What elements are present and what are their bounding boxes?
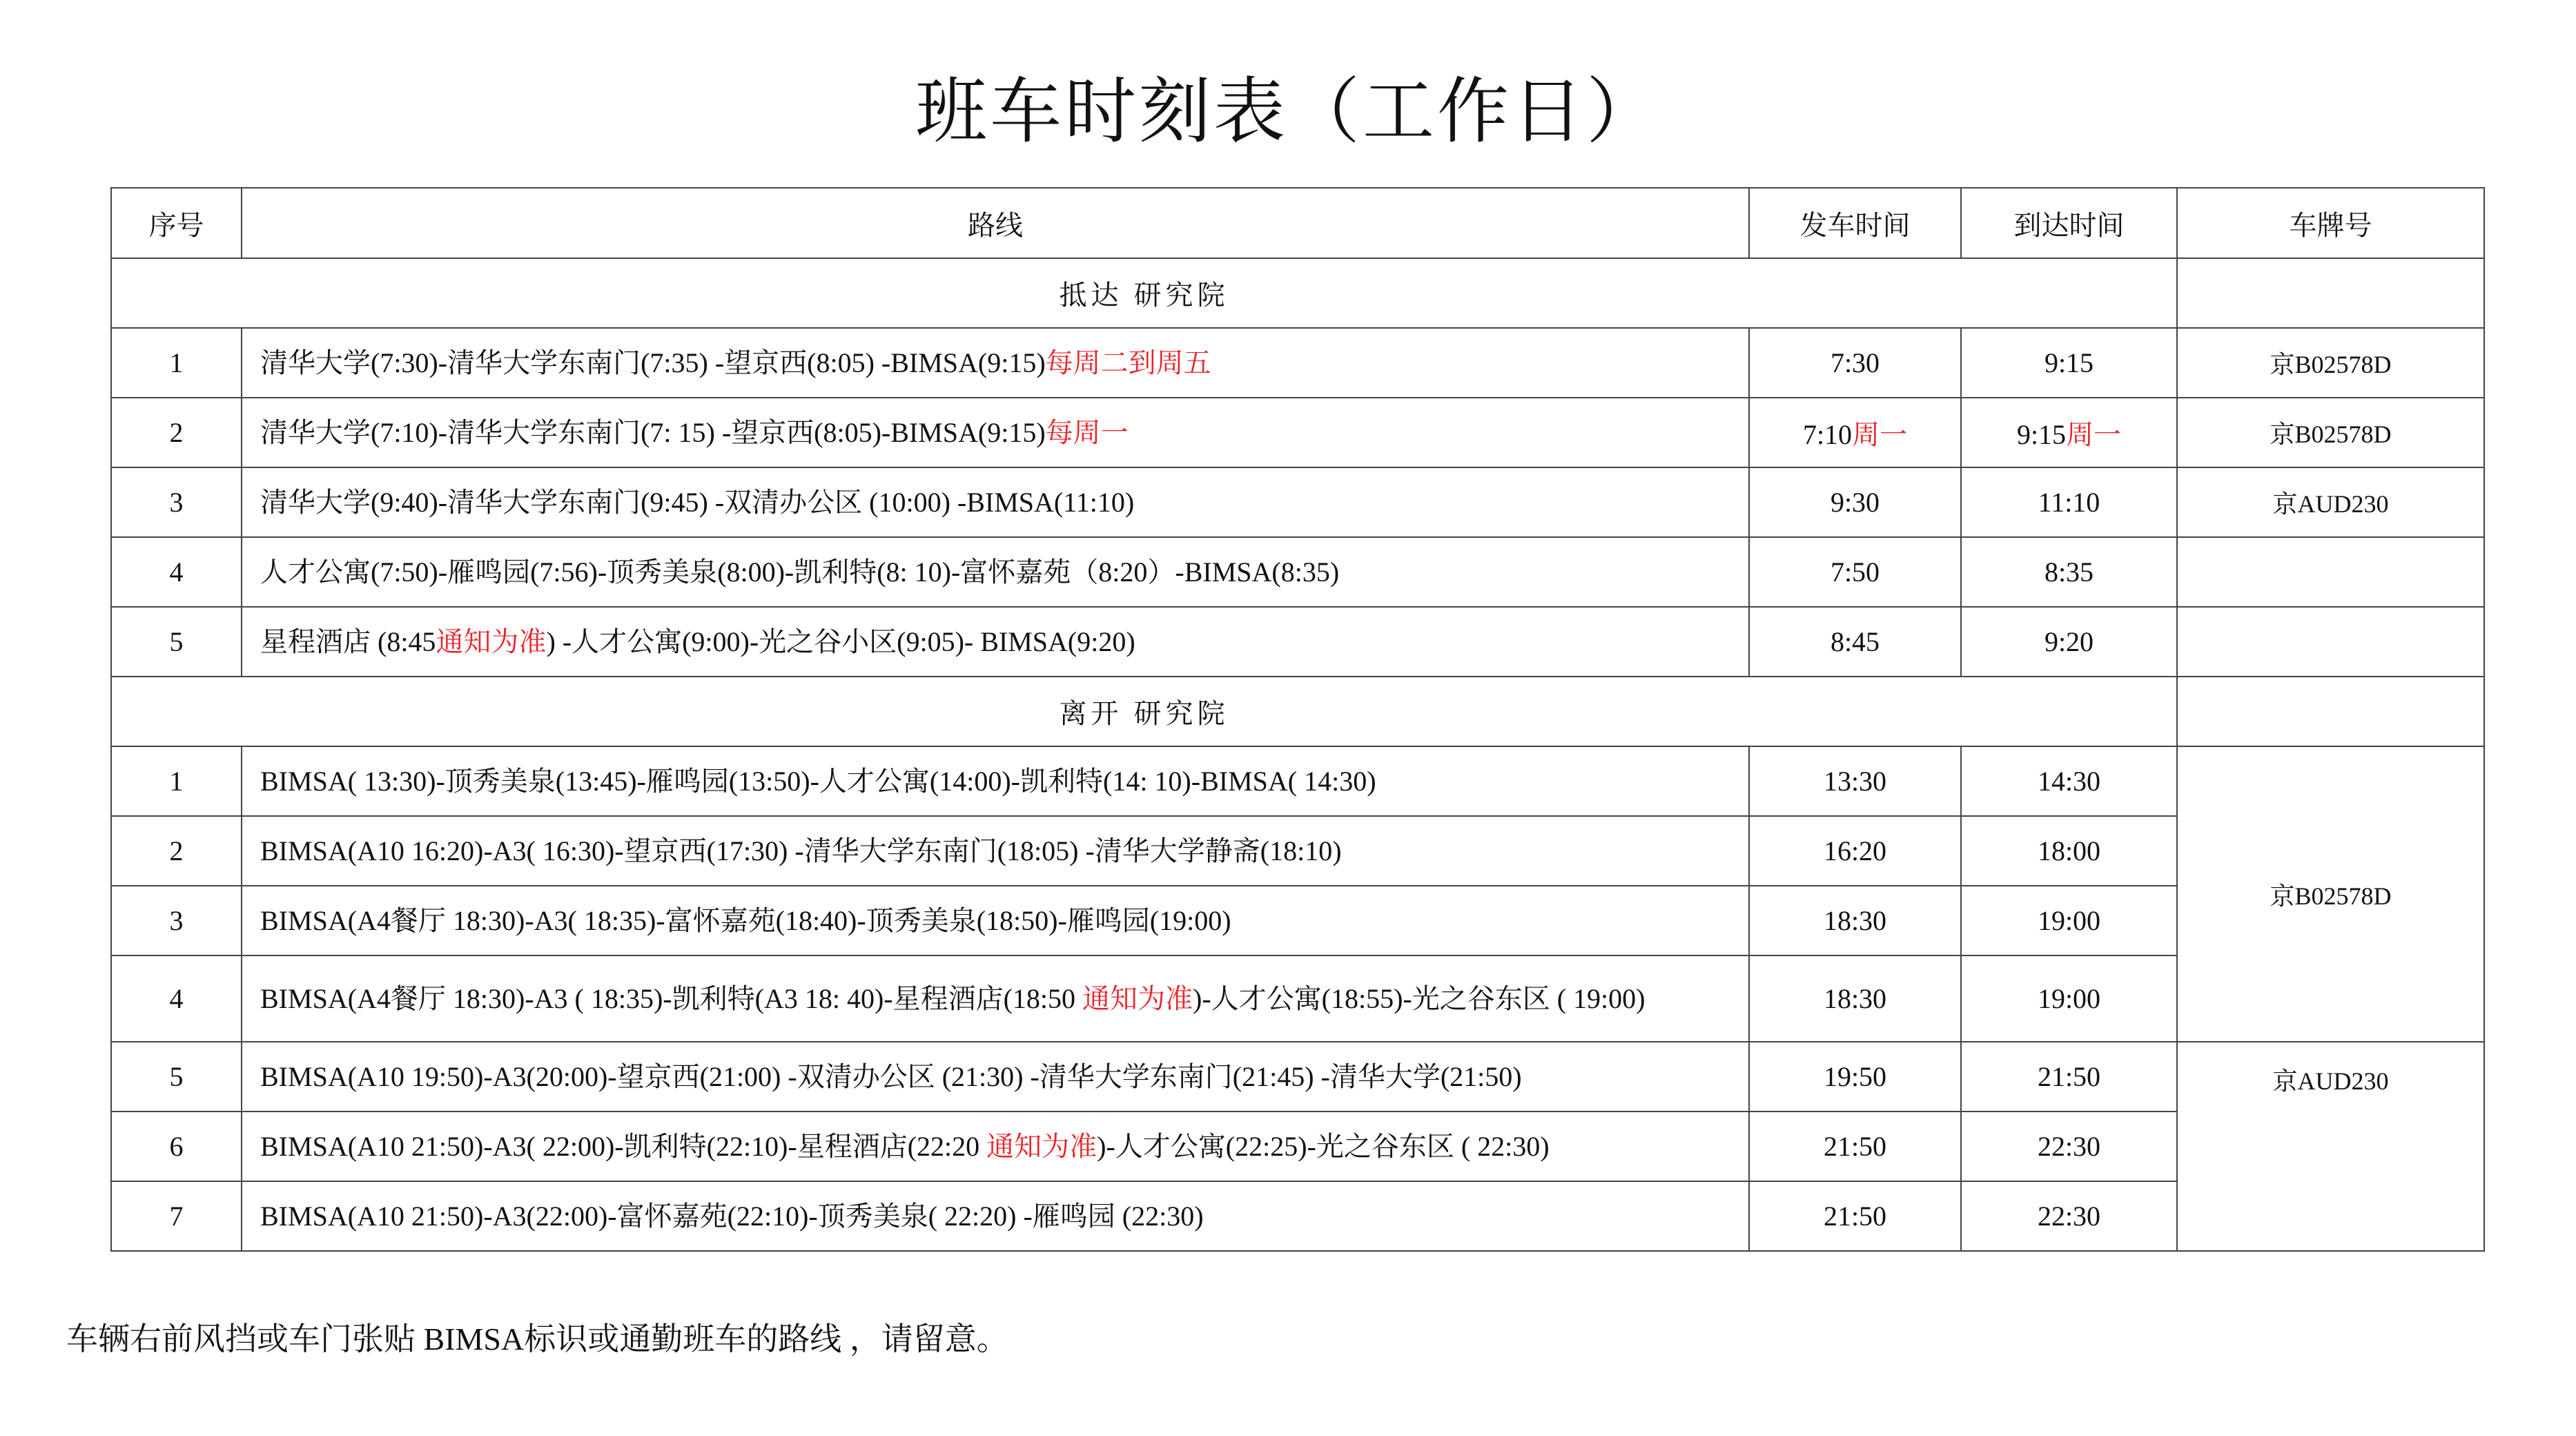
table-header-row (111, 188, 2484, 258)
route-note: 通知为准 (986, 1130, 1097, 1162)
row-arrive (1961, 398, 2177, 467)
row-route: 清华大学(9:40)-清华大学东南门(9:45) -双清办公区 (10:00) -BIMSA(11:10) (242, 467, 1749, 537)
shared-plate-b02578d: 京B02578D (2177, 746, 2484, 1042)
table-row (111, 1112, 2484, 1181)
table-row (111, 746, 2484, 816)
table-row (111, 537, 2484, 607)
row-route: BIMSA(A4餐厅 18:30)-A3( 18:35)-富怀嘉苑(18:40)-顶秀美泉(18:50)-雁鸣园(19:00) (242, 886, 1749, 955)
depart-note: 周一 (1852, 419, 1908, 450)
row-no: 4 (111, 955, 242, 1042)
row-depart: 21:50 (1749, 1181, 1961, 1251)
table-row (111, 886, 2484, 955)
table-row (111, 1042, 2484, 1112)
row-route: BIMSA(A10 16:20)-A3( 16:30)-望京西(17:30) -清华大学东南门(18:05) -清华大学静斋(18:10) (242, 816, 1749, 886)
row-arrive: 8:35 (1961, 537, 2177, 607)
route-text-rest: )-人才公寓(22:25)-光之谷东区 ( 22:30) (1097, 1130, 1550, 1162)
row-depart: 13:30 (1749, 746, 1961, 816)
route-text: 清华大学(7:30)-清华大学东南门(7:35) -望京西(8:05) -BIMSA(9:15) (260, 347, 1046, 378)
shared-plate-aud230: 京AUD230 (2177, 1042, 2484, 1251)
route-text: BIMSA(A10 21:50)-A3( 22:00)-凯利特(22:10)-星程酒店(22:20 (260, 1130, 987, 1162)
footer-note: 车辆右前风挡或车门张贴 BIMSA标识或通勤班车的路线 ，请留意。 (66, 1321, 1008, 1357)
section-plate-empty (2177, 258, 2484, 328)
row-route (242, 1112, 1749, 1181)
table-row (111, 816, 2484, 886)
row-no: 4 (111, 537, 242, 607)
row-plate (2177, 607, 2484, 677)
row-route: BIMSA( 13:30)-顶秀美泉(13:45)-雁鸣园(13:50)-人才公寓(14:00)-凯利特(14: 10)-BIMSA( 14:30) (242, 746, 1749, 816)
row-route: 人才公寓(7:50)-雁鸣园(7:56)-顶秀美泉(8:00)-凯利特(8: 10)-富怀嘉苑（8:20）-BIMSA(8:35) (242, 537, 1749, 607)
section-row-leave (111, 677, 2484, 746)
arrive-time: 9:15 (2016, 419, 2067, 450)
row-depart: 8:45 (1749, 607, 1961, 677)
row-depart: 18:30 (1749, 955, 1961, 1042)
row-depart: 21:50 (1749, 1112, 1961, 1181)
route-text-rest: ) -人才公寓(9:00)-光之谷小区(9:05)- BIMSA(9:20) (546, 625, 1135, 657)
row-no: 1 (111, 328, 242, 398)
route-text-rest: )-人才公寓(18:55)-光之谷东区 ( 19:00) (1193, 982, 1646, 1014)
route-text: 星程酒店 (8:45 (260, 625, 436, 657)
row-no: 7 (111, 1181, 242, 1251)
row-arrive: 18:00 (1961, 816, 2177, 886)
row-no: 3 (111, 467, 242, 537)
row-no: 1 (111, 746, 242, 816)
row-arrive: 22:30 (1961, 1112, 2177, 1181)
row-no: 2 (111, 398, 242, 467)
route-text: 清华大学(7:10)-清华大学东南门(7: 15) -望京西(8:05)-BIMSA(9:15) (260, 416, 1046, 448)
section-row-arrive (111, 258, 2484, 328)
table-row (111, 328, 2484, 398)
row-arrive: 14:30 (1961, 746, 2177, 816)
route-note: 通知为准 (436, 625, 547, 657)
row-route (242, 607, 1749, 677)
column-header-no: 序号 (111, 188, 242, 258)
row-depart (1749, 398, 1961, 467)
row-plate: 京B02578D (2177, 328, 2484, 398)
section-label: 离开 研究院 (111, 677, 2177, 746)
table-row (111, 607, 2484, 677)
row-plate (2177, 537, 2484, 607)
row-plate: 京AUD230 (2177, 467, 2484, 537)
route-note: 每周一 (1045, 416, 1129, 448)
route-note: 每周二到周五 (1045, 347, 1211, 378)
section-label: 抵达 研究院 (111, 258, 2177, 328)
row-depart: 7:30 (1749, 328, 1961, 398)
table-row (111, 1181, 2484, 1251)
section-plate-empty (2177, 677, 2484, 746)
row-arrive: 22:30 (1961, 1181, 2177, 1251)
column-header-depart: 发车时间 (1749, 188, 1961, 258)
row-arrive: 21:50 (1961, 1042, 2177, 1112)
row-arrive: 19:00 (1961, 955, 2177, 1042)
row-arrive: 9:20 (1961, 607, 2177, 677)
row-no: 5 (111, 1042, 242, 1112)
table-row (111, 398, 2484, 467)
route-text: BIMSA(A4餐厅 18:30)-A3 ( 18:35)-凯利特(A3 18: 40)-星程酒店(18:50 (260, 982, 1083, 1014)
row-arrive: 19:00 (1961, 886, 2177, 955)
table-row (111, 955, 2484, 1042)
row-plate: 京B02578D (2177, 398, 2484, 467)
row-depart: 19:50 (1749, 1042, 1961, 1112)
page-title: 班车时刻表（工作日） (915, 69, 1661, 153)
row-route (242, 328, 1749, 398)
depart-time: 7:10 (1802, 419, 1853, 450)
row-route (242, 398, 1749, 467)
row-depart: 16:20 (1749, 816, 1961, 886)
row-no: 3 (111, 886, 242, 955)
row-depart: 7:50 (1749, 537, 1961, 607)
row-arrive: 9:15 (1961, 328, 2177, 398)
arrive-note: 周一 (2066, 419, 2122, 450)
row-depart: 18:30 (1749, 886, 1961, 955)
column-header-arrive: 到达时间 (1961, 188, 2177, 258)
column-header-plate: 车牌号 (2177, 188, 2484, 258)
row-route: BIMSA(A10 21:50)-A3(22:00)-富怀嘉苑(22:10)-顶秀美泉( 22:20) -雁鸣园 (22:30) (242, 1181, 1749, 1251)
schedule-table (110, 187, 2485, 1252)
row-no: 5 (111, 607, 242, 677)
route-note: 通知为准 (1082, 982, 1193, 1014)
row-route: BIMSA(A10 19:50)-A3(20:00)-望京西(21:00) -双清办公区 (21:30) -清华大学东南门(21:45) -清华大学(21:50) (242, 1042, 1749, 1112)
column-header-route: 路线 (242, 188, 1749, 258)
row-arrive: 11:10 (1961, 467, 2177, 537)
table-row (111, 467, 2484, 537)
row-no: 2 (111, 816, 242, 886)
row-depart: 9:30 (1749, 467, 1961, 537)
row-route (242, 955, 1749, 1042)
row-no: 6 (111, 1112, 242, 1181)
